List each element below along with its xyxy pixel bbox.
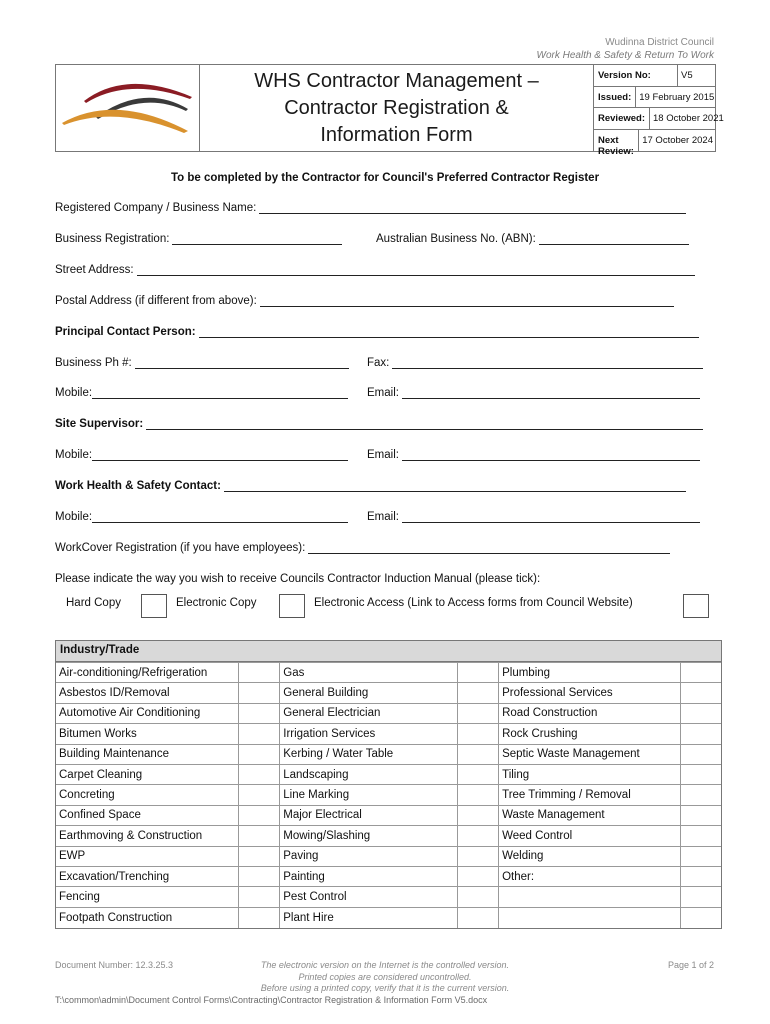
trade-name-cell: Road Construction (499, 703, 681, 723)
abn-line[interactable] (539, 235, 689, 245)
company-name-label: Registered Company / Business Name: (55, 202, 257, 214)
workcover-label: WorkCover Registration (if you have employees): (55, 542, 306, 554)
meta-key: Next Review: (594, 130, 639, 152)
trade-name-cell: Mowing/Slashing (280, 826, 458, 846)
trade-name-cell: Waste Management (499, 805, 681, 825)
industry-trade-table (55, 640, 722, 929)
trade-tick-cell[interactable] (680, 846, 721, 866)
electronic-copy-label: Electronic Copy (176, 597, 257, 609)
trade-tick-cell[interactable] (680, 764, 721, 784)
meta-value: 18 October 2021 (653, 113, 724, 124)
trade-tick-cell[interactable] (458, 663, 499, 683)
form-title (200, 65, 594, 151)
trade-name-cell: Irrigation Services (280, 724, 458, 744)
trade-tick-cell[interactable] (680, 805, 721, 825)
table-row (56, 724, 721, 744)
email-label: Email: (367, 387, 399, 399)
business-phone-field[interactable] (55, 357, 349, 369)
mobile-label: Mobile: (55, 449, 93, 461)
document-number: Document Number: 12.3.25.3 (55, 960, 174, 970)
meta-row-next-review (594, 130, 716, 157)
mobile-line[interactable] (92, 513, 348, 523)
whs-contact-label: Work Health & Safety Contact: (55, 480, 221, 492)
table-row (56, 826, 721, 846)
trade-name-cell: Painting (280, 866, 458, 886)
trade-name-cell: Major Electrical (280, 805, 458, 825)
abn-label: Australian Business No. (ABN): (376, 233, 536, 245)
trade-name-cell: Automotive Air Conditioning (56, 703, 239, 723)
postal-address-line[interactable] (260, 297, 674, 307)
email-line[interactable] (402, 451, 700, 461)
fax-label: Fax: (367, 357, 390, 369)
trade-tick-cell[interactable] (239, 805, 280, 825)
meta-value: V5 (681, 70, 693, 81)
trade-name-cell: Welding (499, 846, 681, 866)
hard-copy-checkbox[interactable] (141, 594, 167, 618)
business-registration-label: Business Registration: (55, 233, 170, 245)
business-registration-line[interactable] (172, 235, 342, 245)
table-row (56, 744, 721, 764)
trade-name-cell: Footpath Construction (56, 907, 239, 927)
trade-name-cell: Weed Control (499, 826, 681, 846)
trade-name-cell: General Building (280, 683, 458, 703)
trade-tick-cell[interactable] (680, 683, 721, 703)
controlled-notice-line-3: Before using a printed copy, verify that it is the current version. (260, 983, 510, 993)
trade-name-cell: Tree Trimming / Removal (499, 785, 681, 805)
trade-tick-cell[interactable] (680, 887, 721, 907)
trade-tick-cell[interactable] (680, 663, 721, 683)
meta-row-version (594, 65, 716, 87)
trade-name-cell: Fencing (56, 887, 239, 907)
electronic-access-label: Electronic Access (Link to Access forms from Council Website) (314, 597, 633, 609)
trade-name-cell: Concreting (56, 785, 239, 805)
street-address-field[interactable] (55, 264, 695, 276)
email-label: Email: (367, 511, 399, 523)
principal-mobile-field[interactable] (55, 387, 348, 399)
table-row (56, 805, 721, 825)
trade-name-cell: Rock Crushing (499, 724, 681, 744)
principal-contact-line[interactable] (199, 328, 699, 338)
whs-contact-field[interactable] (55, 480, 686, 492)
table-row (56, 887, 721, 907)
supervisor-email-field[interactable] (367, 449, 700, 461)
org-header (537, 36, 714, 62)
trade-name-cell (499, 887, 681, 907)
table-row (56, 866, 721, 886)
trade-name-cell: Earthmoving & Construction (56, 826, 239, 846)
principal-contact-label: Principal Contact Person: (55, 326, 196, 338)
meta-row-reviewed (594, 108, 724, 130)
trade-name-cell: EWP (56, 846, 239, 866)
business-phone-line[interactable] (135, 359, 349, 369)
postal-address-label: Postal Address (if different from above): (55, 295, 257, 307)
trade-tick-cell[interactable] (239, 826, 280, 846)
document-meta-grid (594, 65, 724, 157)
trade-name-cell: Building Maintenance (56, 744, 239, 764)
trade-name-cell: Air-conditioning/Refrigeration (56, 663, 239, 683)
meta-value: 19 February 2015 (639, 91, 715, 103)
trade-tick-cell[interactable] (680, 724, 721, 744)
principal-email-field[interactable] (367, 387, 700, 399)
business-phone-label: Business Ph #: (55, 357, 132, 369)
trade-name-cell: Carpet Cleaning (56, 764, 239, 784)
form-instruction: To be completed by the Contractor for Council's Preferred Contractor Register (170, 172, 600, 184)
trade-tick-cell[interactable] (458, 887, 499, 907)
trade-tick-cell[interactable] (458, 826, 499, 846)
trade-tick-cell[interactable] (458, 805, 499, 825)
workcover-field[interactable] (55, 542, 670, 554)
street-address-label: Street Address: (55, 264, 134, 276)
email-label: Email: (367, 449, 399, 461)
trade-tick-cell[interactable] (239, 724, 280, 744)
trade-tick-cell[interactable] (458, 703, 499, 723)
trade-tick-cell[interactable] (680, 826, 721, 846)
business-registration-field[interactable] (55, 233, 342, 245)
controlled-notice-line-1: The electronic version on the Internet is the controlled version. (260, 960, 510, 970)
site-supervisor-label: Site Supervisor: (55, 418, 144, 430)
trade-tick-cell[interactable] (239, 846, 280, 866)
trade-name-cell (499, 907, 681, 927)
table-row (56, 703, 721, 723)
hard-copy-label: Hard Copy (66, 597, 121, 609)
council-logo (56, 65, 200, 151)
street-address-line[interactable] (137, 266, 695, 276)
trade-tick-cell[interactable] (239, 764, 280, 784)
meta-key: Version No: (594, 65, 678, 86)
table-row (56, 663, 721, 683)
trade-name-cell: Line Marking (280, 785, 458, 805)
principal-contact-field[interactable] (55, 326, 699, 338)
trade-tick-cell[interactable] (680, 866, 721, 886)
trade-name-cell: Plant Hire (280, 907, 458, 927)
mobile-line[interactable] (92, 451, 348, 461)
electronic-copy-checkbox[interactable] (279, 594, 305, 618)
mobile-label: Mobile: (55, 511, 93, 523)
mobile-label: Mobile: (55, 387, 93, 399)
org-name: Wudinna District Council (605, 37, 714, 48)
table-row (56, 785, 721, 805)
trade-tick-cell[interactable] (458, 724, 499, 744)
title-line-1: WHS Contractor Management – (254, 69, 539, 92)
trade-tick-cell[interactable] (458, 785, 499, 805)
trade-tick-cell[interactable] (239, 744, 280, 764)
table-row (56, 846, 721, 866)
trade-tick-cell[interactable] (458, 846, 499, 866)
trade-tick-cell[interactable] (239, 887, 280, 907)
controlled-copy-notice (230, 960, 540, 995)
induction-prompt: Please indicate the way you wish to receive Councils Contractor Induction Manual (please tick): (55, 573, 541, 585)
electronic-access-checkbox[interactable] (683, 594, 709, 618)
whs-contact-line[interactable] (224, 482, 686, 492)
trade-tick-cell[interactable] (239, 907, 280, 927)
trade-name-cell: Gas (280, 663, 458, 683)
table-row (56, 683, 721, 703)
page-number: Page 1 of 2 (667, 960, 714, 970)
trade-tick-cell[interactable] (239, 663, 280, 683)
trade-tick-cell[interactable] (239, 866, 280, 886)
fax-field[interactable] (367, 357, 703, 369)
meta-row-issued (594, 87, 716, 109)
abn-field[interactable] (376, 233, 689, 245)
meta-value: 17 October 2024 (642, 134, 713, 146)
trade-tick-cell[interactable] (458, 744, 499, 764)
trade-name-cell: Professional Services (499, 683, 681, 703)
trade-tick-cell[interactable] (680, 907, 721, 927)
trade-tick-cell[interactable] (458, 907, 499, 927)
trade-name-cell: Tiling (499, 764, 681, 784)
file-path: T:\common\admin\Document Control Forms\Contracting\Contractor Registration & Information Form V5.docx (55, 995, 488, 1005)
title-line-2: Contractor Registration & (284, 96, 509, 119)
supervisor-mobile-field[interactable] (55, 449, 348, 461)
postal-address-field[interactable] (55, 295, 674, 307)
mobile-line[interactable] (92, 389, 348, 399)
trade-name-cell: Plumbing (499, 663, 681, 683)
trade-tick-cell[interactable] (239, 785, 280, 805)
trade-tick-cell[interactable] (680, 703, 721, 723)
controlled-notice-line-2: Printed copies are considered uncontrolled. (298, 971, 472, 982)
trade-name-cell: Other: (499, 866, 681, 886)
site-supervisor-line[interactable] (146, 420, 703, 430)
trade-tick-cell[interactable] (680, 744, 721, 764)
trade-name-cell: Pest Control (280, 887, 458, 907)
trade-name-cell: Landscaping (280, 764, 458, 784)
trade-tick-cell[interactable] (458, 683, 499, 703)
org-dept: Work Health & Safety & Return To Work (536, 50, 714, 61)
trade-tick-cell[interactable] (239, 703, 280, 723)
title-line-3: Information Form (320, 123, 473, 146)
trade-tick-cell[interactable] (458, 866, 499, 886)
site-supervisor-field[interactable] (55, 418, 703, 430)
trade-name-cell: Paving (280, 846, 458, 866)
trade-name-cell: Confined Space (56, 805, 239, 825)
meta-key: Reviewed: (594, 108, 650, 129)
trade-name-cell: Septic Waste Management (499, 744, 681, 764)
table-row (56, 907, 721, 927)
email-line[interactable] (402, 513, 700, 523)
trade-name-cell: Excavation/Trenching (56, 866, 239, 886)
trade-name-cell: Bitumen Works (56, 724, 239, 744)
company-name-line[interactable] (259, 204, 686, 214)
trade-tick-cell[interactable] (680, 785, 721, 805)
fax-line[interactable] (392, 359, 703, 369)
company-name-field[interactable] (55, 202, 686, 214)
document-header-table (55, 64, 724, 157)
trade-tick-cell[interactable] (458, 764, 499, 784)
industry-trade-header: Industry/Trade (56, 641, 721, 662)
trade-name-cell: Asbestos ID/Removal (56, 683, 239, 703)
trade-grid (56, 662, 721, 928)
whs-mobile-field[interactable] (55, 511, 348, 523)
meta-key: Issued: (594, 87, 636, 108)
whs-email-field[interactable] (367, 511, 700, 523)
trade-tick-cell[interactable] (239, 683, 280, 703)
email-line[interactable] (402, 389, 700, 399)
trade-name-cell: General Electrician (280, 703, 458, 723)
workcover-line[interactable] (308, 544, 670, 554)
table-row (56, 764, 721, 784)
trade-name-cell: Kerbing / Water Table (280, 744, 458, 764)
